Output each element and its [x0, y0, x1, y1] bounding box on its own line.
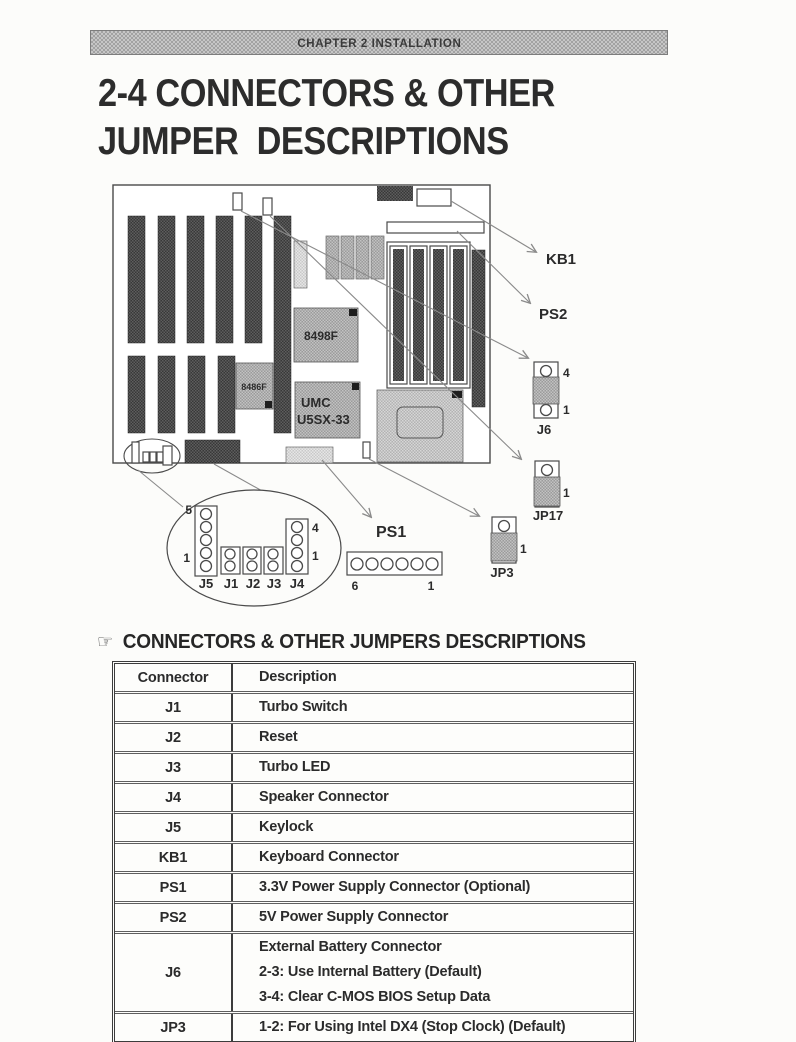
- table-row: [115, 901, 633, 931]
- jp3-jumper-detail: [490, 517, 527, 580]
- connector-cell: J6: [115, 934, 233, 1011]
- cpu-socket: [377, 390, 463, 462]
- description-cell: [233, 874, 633, 901]
- j6-jumper-detail: [533, 362, 570, 437]
- connector-cell: J5: [115, 814, 233, 841]
- inset-label-j2: J2: [245, 576, 261, 591]
- title-line-2: JUMPER DESCRIPTIONS: [98, 120, 509, 163]
- j4-pin1-label: 1: [312, 549, 319, 563]
- description-cell: [233, 694, 633, 721]
- description-line: Keylock: [259, 819, 314, 835]
- power-header: [377, 186, 413, 201]
- jp17-label: JP17: [532, 508, 564, 523]
- chip-8486f-label: 8486F: [241, 382, 267, 392]
- chip-8486f: [236, 363, 273, 409]
- description-line: 5V Power Supply Connector: [259, 909, 449, 925]
- jp17-jumper-detail: [533, 461, 570, 523]
- ps2-label: PS2: [539, 306, 568, 323]
- table-row: [115, 721, 633, 751]
- description-cell: [233, 844, 633, 871]
- j5-pin1-label: 1: [183, 551, 190, 565]
- jp17-jumper-cap: [534, 477, 560, 506]
- front-panel-inset: [167, 490, 341, 606]
- inset-label-j4: J4: [289, 576, 305, 591]
- description-cell: [233, 784, 633, 811]
- j6-pin1-label: 1: [563, 403, 570, 417]
- connector-cell: KB1: [115, 844, 233, 871]
- table-row: [115, 691, 633, 721]
- kb1-label: KB1: [546, 251, 577, 268]
- description-cell: [233, 814, 633, 841]
- table-heading-text: CONNECTORS & OTHER JUMPERS DESCRIPTIONS: [122, 631, 586, 653]
- inset-label-j5: J5: [198, 576, 214, 591]
- ps1-pin1-label: 1: [427, 579, 435, 593]
- j6-pin4-label: 4: [563, 366, 570, 380]
- title-line-1: 2-4 CONNECTORS & OTHER: [98, 72, 555, 115]
- table-heading: [97, 631, 586, 654]
- j6-label: J6: [536, 422, 552, 437]
- simm-sockets: [387, 242, 485, 407]
- description-line: Turbo Switch: [259, 699, 348, 715]
- j6-board-jumper: [233, 193, 242, 210]
- description-cell: [233, 904, 633, 931]
- description-line: Speaker Connector: [259, 789, 389, 805]
- motherboard-diagram: [85, 180, 700, 610]
- description-line: External Battery Connector: [259, 939, 442, 955]
- connector-cell: PS1: [115, 874, 233, 901]
- jp3-pin1-label: 1: [520, 542, 527, 556]
- connector-cell: J1: [115, 694, 233, 721]
- ps1-board-connector: [286, 447, 333, 463]
- chip-8498f: [294, 308, 358, 362]
- description-line: 2-3: Use Internal Battery (Default): [259, 964, 482, 980]
- j6-jumper-cap: [533, 377, 559, 404]
- ps1-label: PS1: [376, 524, 407, 541]
- description-line: Keyboard Connector: [259, 849, 399, 865]
- table-row: [115, 841, 633, 871]
- description-line: 1-2: For Using Intel DX4 (Stop Clock) (Default): [259, 1019, 566, 1035]
- description-cell: [233, 754, 633, 781]
- connector-cell: J4: [115, 784, 233, 811]
- connectors-table: [112, 661, 636, 1042]
- umc-label-line2: U5SX-33: [297, 412, 350, 427]
- description-line: Reset: [259, 729, 298, 745]
- j5-pin5-label: 5: [185, 503, 192, 517]
- jp17-pin1-label: 1: [563, 486, 570, 500]
- description-cell: [233, 934, 633, 1011]
- chapter-banner: [90, 30, 668, 55]
- ps1-connector-detail: [347, 524, 442, 593]
- jp3-board-jumper: [363, 442, 370, 458]
- kb1-connector: [417, 189, 451, 206]
- table-row: [115, 871, 633, 901]
- pointing-hand-icon: ☞: [97, 632, 114, 653]
- umc-label-line1: UMC: [301, 395, 331, 410]
- connector-cell: JP3: [115, 1014, 233, 1041]
- connector-cell: J3: [115, 754, 233, 781]
- description-line: 3-4: Clear C-MOS BIOS Setup Data: [259, 989, 491, 1005]
- connector-header: Connector: [115, 664, 233, 691]
- jp17-board-jumper: [263, 198, 272, 215]
- connector-cell: J2: [115, 724, 233, 751]
- description-line: 3.3V Power Supply Connector (Optional): [259, 879, 531, 895]
- table-row: [115, 1011, 633, 1041]
- jp3-label: JP3: [490, 565, 514, 580]
- description-cell: [233, 724, 633, 751]
- table-row: [115, 931, 633, 1011]
- page-title: [98, 70, 555, 166]
- description-line: Turbo LED: [259, 759, 331, 775]
- description-header: Description: [259, 669, 337, 685]
- ps2-connector: [387, 222, 484, 233]
- j4-pin4-label: 4: [312, 521, 319, 535]
- inset-label-j1: J1: [223, 576, 239, 591]
- connector-cell: PS2: [115, 904, 233, 931]
- table-header-row: [115, 664, 633, 691]
- ps1-pin6-label: 6: [351, 579, 359, 593]
- table-row: [115, 781, 633, 811]
- description-cell: [233, 1014, 633, 1041]
- chapter-banner-text: CHAPTER 2 INSTALLATION: [297, 35, 461, 50]
- chip-umc-cpu: [295, 382, 360, 438]
- jp3-jumper-cap: [491, 533, 517, 561]
- table-row: [115, 811, 633, 841]
- inset-label-j3: J3: [266, 576, 282, 591]
- table-row: [115, 751, 633, 781]
- chip-8498f-label: 8498F: [303, 329, 339, 343]
